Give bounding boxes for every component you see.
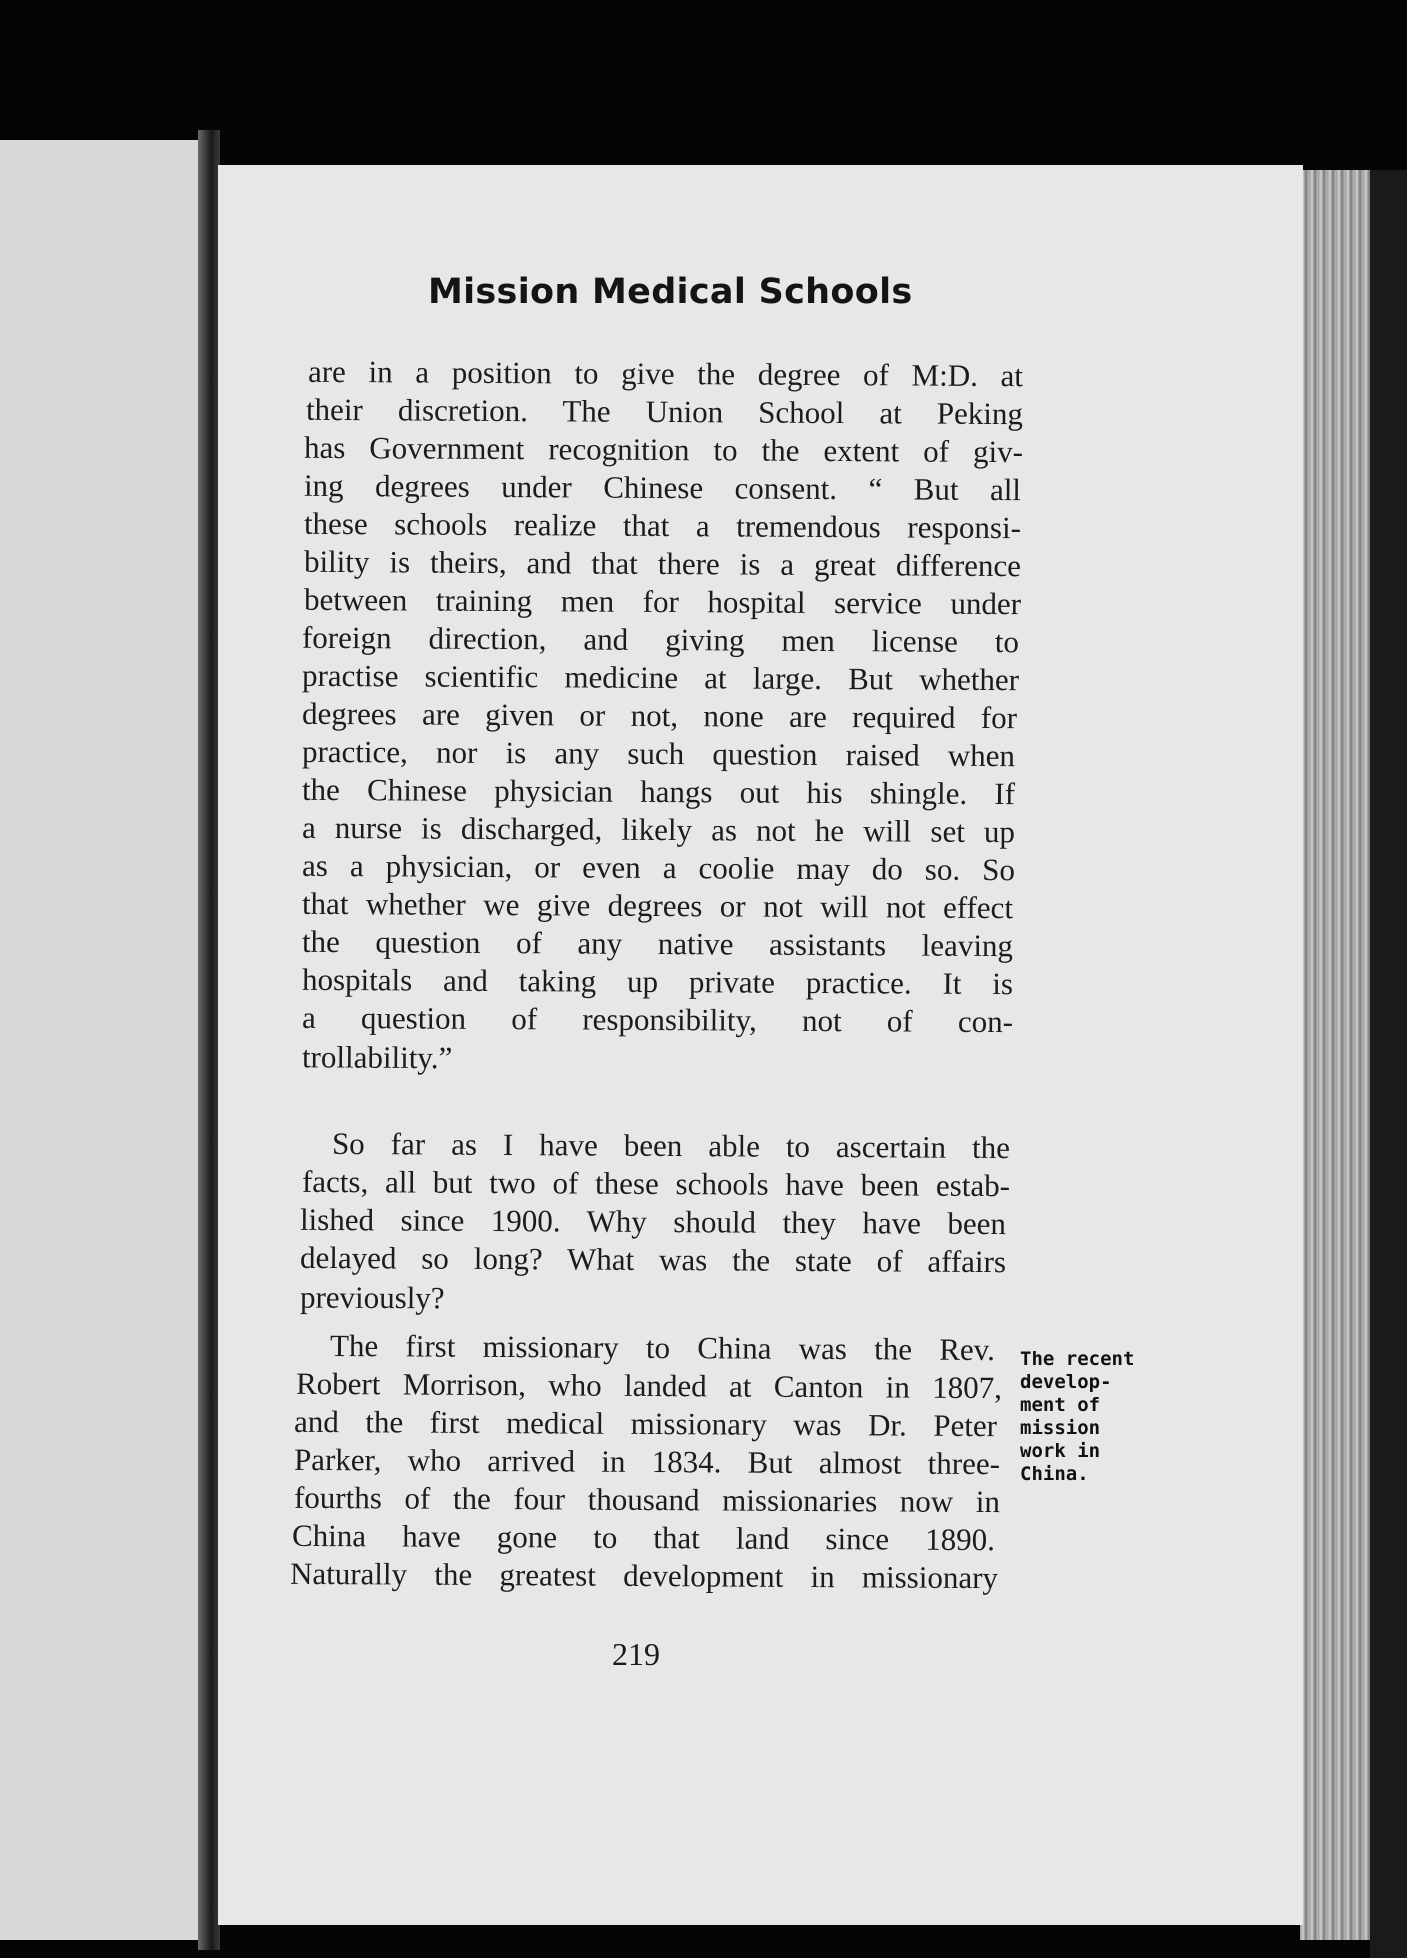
text-line: delayed so long? What was the state of affairs: [299, 1239, 1007, 1280]
text-line: these schools realize that a tremendous responsi-: [303, 505, 1022, 546]
text-line: are in a position to give the degree of M:D. at: [307, 353, 1024, 394]
marginal-note-line: mission: [1020, 1417, 1101, 1439]
text-line: a nurse is discharged, likely as not he will set up: [301, 809, 1016, 850]
text-line: trollability.”: [301, 1039, 453, 1076]
book-cover-edge: [1370, 170, 1407, 1958]
marginal-note-line: China.: [1020, 1463, 1089, 1485]
marginal-note-line: The recent: [1020, 1348, 1135, 1370]
marginal-note: [1020, 1348, 1150, 1486]
text-line: practice, nor is any such question raised when: [301, 733, 1016, 774]
text-line: has Government recognition to the extent of giv-: [303, 429, 1024, 470]
text-line: ing degrees under Chinese consent. “ But all: [303, 467, 1022, 508]
text-line: degrees are given or not, none are required for: [301, 695, 1018, 736]
text-line: the Chinese physician hangs out his shingle. If: [301, 771, 1016, 812]
text-line: So far as I have been able to ascertain the: [331, 1125, 1011, 1166]
text-line: Parker, who arrived in 1834. But almost three-: [293, 1441, 1001, 1482]
facing-page-edge: [0, 140, 205, 1940]
page-stack-edge: [1300, 170, 1370, 1940]
text-line: lished since 1900. Why should they have been: [299, 1201, 1007, 1242]
text-line: as a physician, or even a coolie may do so. So: [301, 847, 1016, 888]
text-line: the question of any native assistants leaving: [301, 923, 1014, 964]
text-line: a question of responsibility, not of con-: [301, 999, 1014, 1040]
page-number: 219: [612, 1636, 660, 1672]
text-line: their discretion. The Union School at Peking: [305, 391, 1024, 432]
marginal-note-line: ment of: [1020, 1394, 1101, 1416]
text-line: facts, all but two of these schools have been estab-: [301, 1163, 1011, 1204]
text-line: between training men for hospital service under: [303, 581, 1022, 622]
running-head: Mission Medical Schools: [428, 272, 913, 312]
text-line: previously?: [299, 1279, 445, 1316]
marginal-note-line: work in: [1020, 1440, 1101, 1462]
text-line: China have gone to that land since 1890.: [291, 1517, 996, 1558]
marginal-note-line: develop-: [1020, 1371, 1112, 1393]
text-line: foreign direction, and giving men license to: [301, 619, 1020, 660]
text-line: Robert Morrison, who landed at Canton in 1807,: [295, 1365, 1003, 1406]
text-line: The first missionary to China was the Rev.: [329, 1327, 996, 1368]
text-line: practise scientific medicine at large. But whether: [301, 657, 1020, 698]
text-line: Naturally the greatest development in missionary: [289, 1555, 999, 1596]
text-line: and the first medical missionary was Dr. Peter: [293, 1403, 998, 1444]
text-line: hospitals and taking up private practice. It is: [301, 961, 1014, 1002]
text-line: that whether we give degrees or not will not effect: [301, 885, 1014, 926]
text-line: bility is theirs, and that there is a great difference: [303, 543, 1022, 584]
book-gutter: [198, 130, 220, 1950]
text-line: fourths of the four thousand missionaries now in: [293, 1479, 1001, 1520]
